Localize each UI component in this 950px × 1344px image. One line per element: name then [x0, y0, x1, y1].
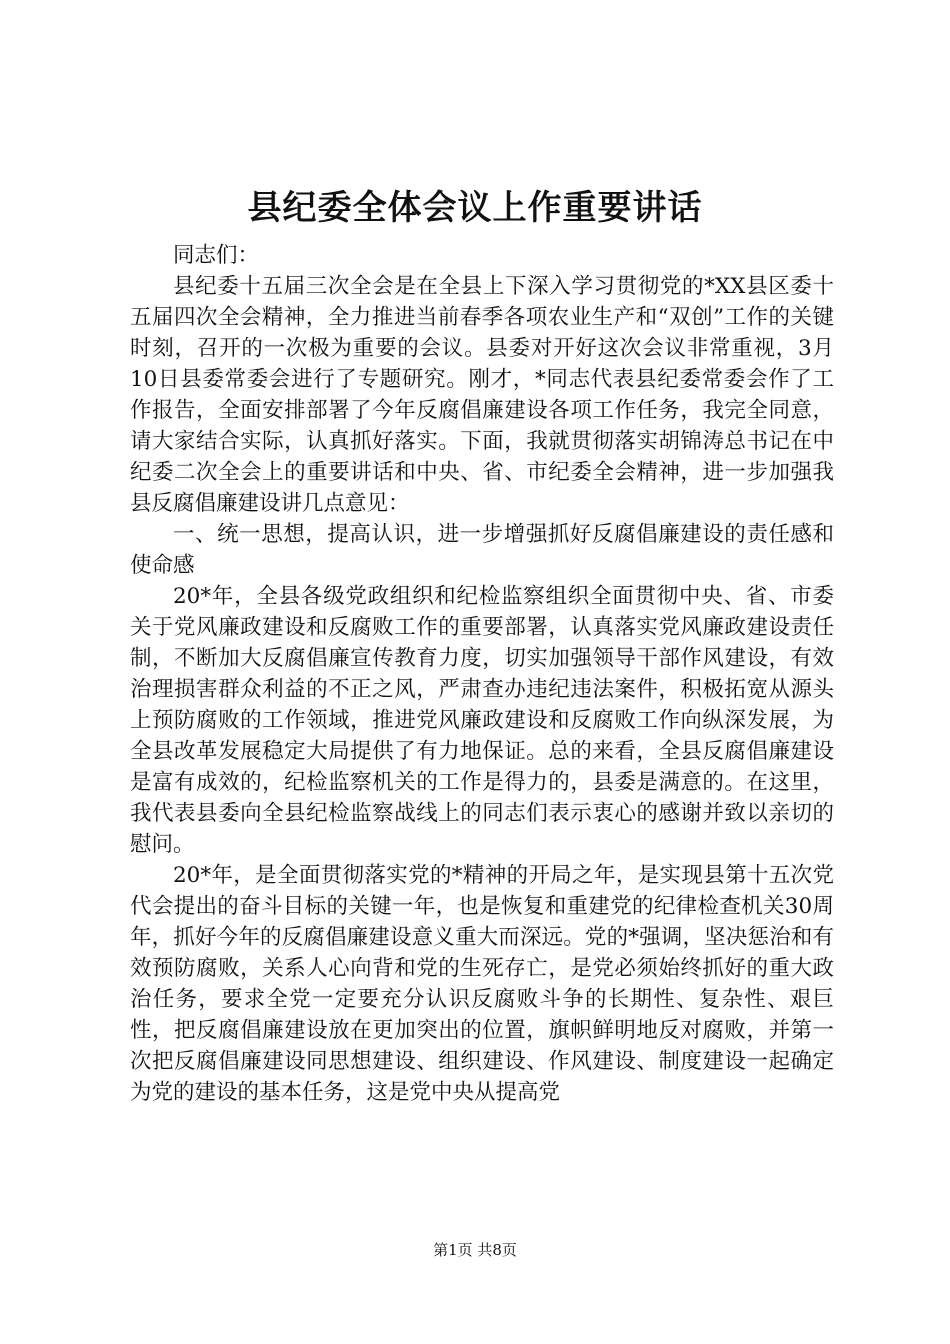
page-number-label: 第1页 共8页 — [433, 1241, 517, 1259]
body-paragraph: 20*年，全县各级党政组织和纪检监察组织全面贯彻中央、省、市委关于党风廉政建设和反腐败工作的重要部署，认真落实党风廉政建设责任制，不断加大反腐倡廉宣传教育力度，切实加强领导干部作风建设，有效治理损害群众利益的不正之风，严肃查办违纪违法案件，积极拓宽从源头上预防腐败的工作领域，推进党风廉政建设和反腐败工作向纵深发展，为全县改革发展稳定大局提供了有力地保证。总的来看，全县反腐倡廉建设是富有成效的，纪检监察机关的工作是得力的，县委是满意的。在这里，我代表县委向全县纪检监察战线上的同志们表示衷心的感谢并致以亲切的慰问。 — [130, 584, 834, 857]
intro-paragraph: 县纪委十五届三次全会是在全县上下深入学习贯彻党的*XX县区委十五届四次全会精神，全力推进当前春季各项农业生产和“双创”工作的关键时刻，召开的一次极为重要的会议。县委对开好这次会议非常重视，3月10日县委常委会进行了专题研究。刚才，*同志代表县纪委常委会作了工作报告，全面安排部署了今年反腐倡廉建设各项工作任务，我完全同意，请大家结合实际，认真抓好落实。下面，我就贯彻落实胡锦涛总书记在中纪委二次全会上的重要讲话和中央、省、市纪委全会精神，进一步加强我县反腐倡廉建设讲几点意见： — [130, 274, 834, 516]
body-paragraph: 20*年，是全面贯彻落实党的*精神的开局之年，是实现县第十五次党代会提出的奋斗目标的关键一年，也是恢复和重建党的纪律检查机关30周年，抓好今年的反腐倡廉建设意义重大而深远。党的*强调，坚决惩治和有效预防腐败，关系人心向背和党的生死存亡，是党必须始终抓好的重大政治任务，要求全党一定要充分认识反腐败斗争的长期性、复杂性、艰巨性，把反腐倡廉建设放在更加突出的位置，旗帜鲜明地反对腐败，并第一次把反腐倡廉建设同思想建设、组织建设、作风建设、制度建设一起确定为党的建设的基本任务，这是党中央从提高党 — [130, 863, 834, 1105]
document-title: 县纪委全体会议上作重要讲话 — [247, 188, 703, 228]
salutation-paragraph: 同志们： — [173, 243, 260, 268]
page-footer — [0, 1240, 950, 1260]
section-heading-1: 一、统一思想，提高认识，进一步增强抓好反腐倡廉建设的责任感和使命感 — [130, 522, 834, 578]
document-body — [130, 240, 834, 1108]
